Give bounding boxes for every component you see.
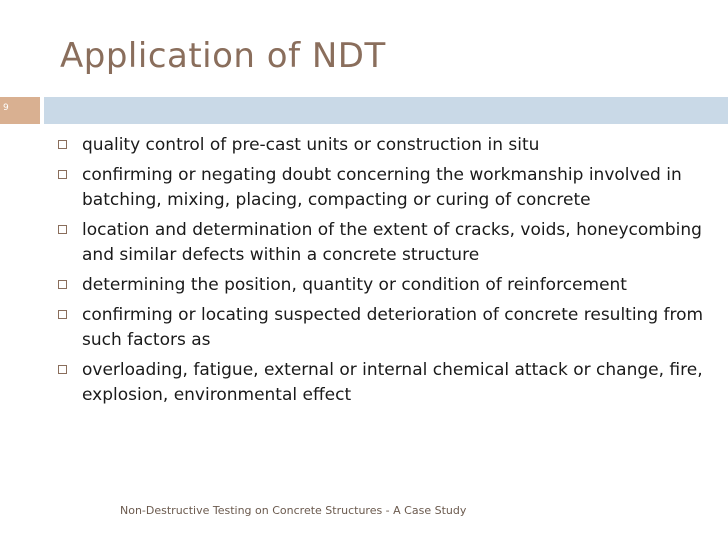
square-bullet-icon — [58, 280, 67, 289]
bullet-item — [50, 218, 715, 268]
slide-title: Application of NDT — [60, 36, 386, 76]
bullet-text: quality control of pre-cast units or construction in situ — [82, 135, 540, 155]
slide-number: 9 — [3, 103, 9, 113]
bullet-text: confirming or locating suspected deterioration of concrete resulting from such factors as — [82, 305, 704, 350]
bullet-item — [50, 303, 715, 353]
bullet-item — [50, 358, 715, 408]
square-bullet-icon — [58, 310, 67, 319]
square-bullet-icon — [58, 170, 67, 179]
bullet-item — [50, 163, 715, 213]
square-bullet-icon — [58, 365, 67, 374]
bullet-item — [50, 133, 715, 158]
bullet-list — [50, 133, 715, 413]
bullet-text: confirming or negating doubt concerning the workmanship involved in batching, mixing, placing, compacting or curing of concrete — [82, 165, 682, 210]
bullet-text: location and determination of the extent of cracks, voids, honeycombing and similar defects within a concrete structure — [82, 220, 702, 265]
square-bullet-icon — [58, 225, 67, 234]
bullet-text: determining the position, quantity or condition of reinforcement — [82, 275, 627, 295]
bullet-text: overloading, fatigue, external or internal chemical attack or change, fire, explosion, environmental effect — [82, 360, 703, 405]
header-accent-bar — [44, 97, 728, 124]
bullet-item — [50, 273, 715, 298]
slide-footer: Non-Destructive Testing on Concrete Structures - A Case Study — [120, 504, 467, 517]
square-bullet-icon — [58, 140, 67, 149]
